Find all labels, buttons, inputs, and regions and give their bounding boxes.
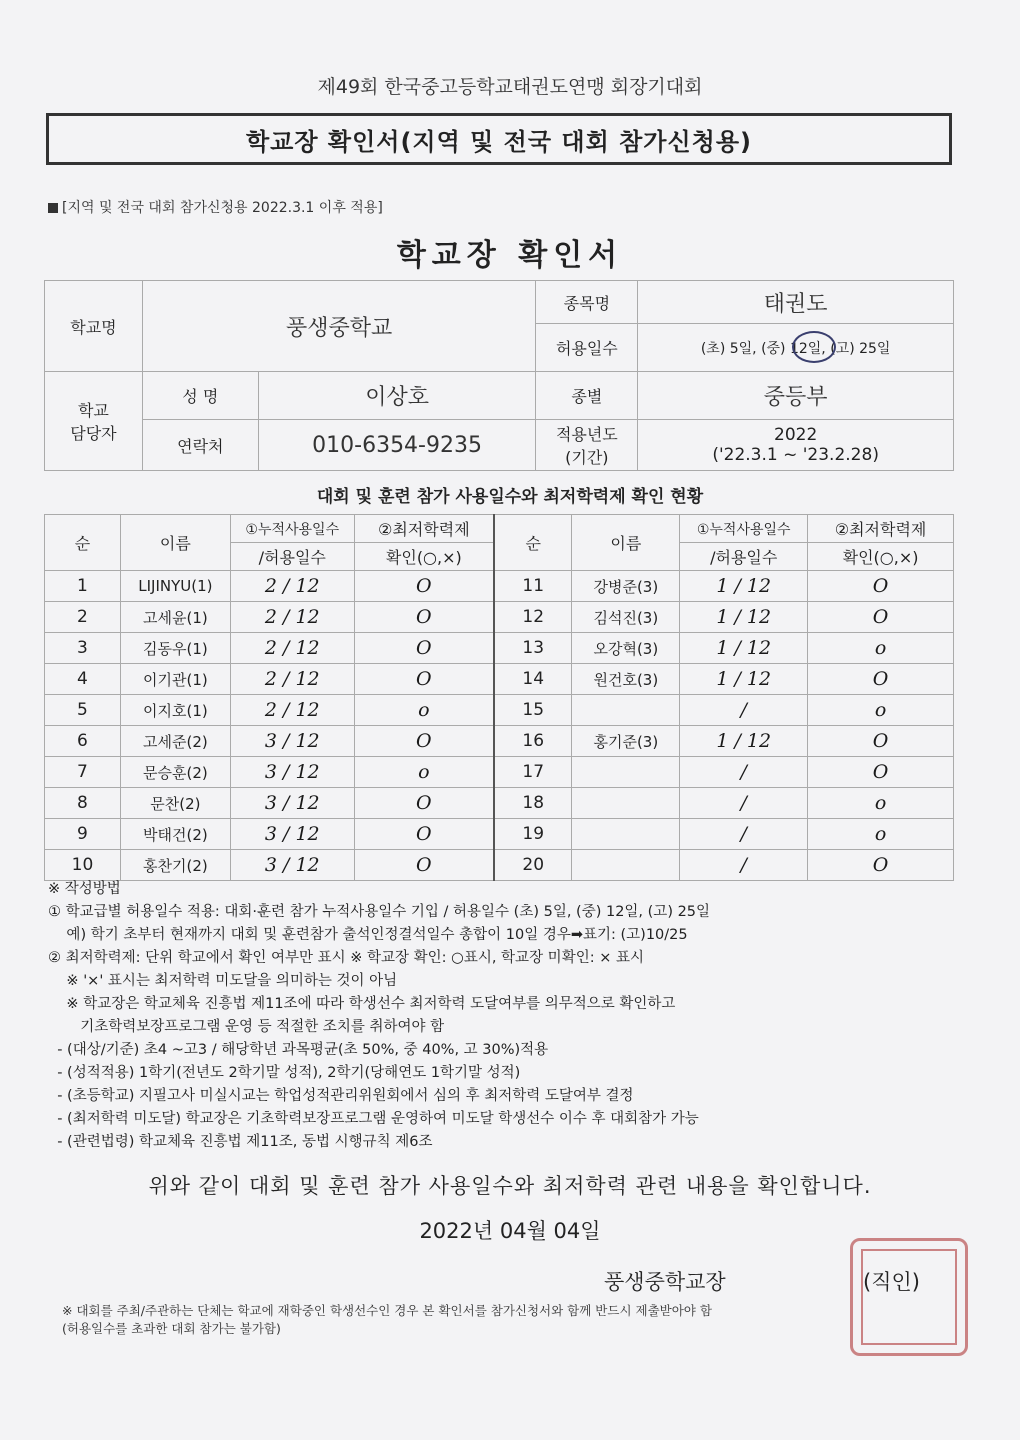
- notice-line: [48, 197, 383, 217]
- header-min-right: ②최저학력제: [808, 515, 954, 543]
- used-days: 2 / 12: [230, 571, 354, 602]
- min-grade-check: O: [354, 819, 494, 850]
- min-grade-check: O: [354, 664, 494, 695]
- row-number: 5: [45, 695, 121, 726]
- min-grade-check: O: [354, 602, 494, 633]
- student-name: LIJINYU(1): [120, 571, 230, 602]
- row-number: 4: [45, 664, 121, 695]
- document-title: 학교장 확인서: [396, 238, 624, 273]
- used-days: 3 / 12: [230, 788, 354, 819]
- table-row: [45, 695, 954, 726]
- days-label: 허용일수: [536, 324, 638, 372]
- student-name: 이기관(1): [120, 664, 230, 695]
- used-days: 2 / 12: [230, 695, 354, 726]
- table-row: [45, 788, 954, 819]
- student-name: 원건호(3): [572, 664, 680, 695]
- row-number: 17: [494, 757, 572, 788]
- division-label: 종별: [536, 372, 638, 420]
- header-min-left: ②최저학력제: [354, 515, 494, 543]
- row-number: 9: [45, 819, 121, 850]
- used-days: 1 / 12: [680, 571, 808, 602]
- student-name: 김동우(1): [120, 633, 230, 664]
- student-name: [572, 757, 680, 788]
- instruction-line: 기초학력보장프로그램 운영 등 적절한 조치를 취하여야 함: [48, 1019, 445, 1035]
- notice-text: [지역 및 전국 대회 참가신청용 2022.3.1 이후 적용]: [62, 200, 383, 216]
- used-days: 1 / 12: [680, 664, 808, 695]
- row-number: 16: [494, 726, 572, 757]
- used-days: 3 / 12: [230, 757, 354, 788]
- header-no-left: 순: [45, 515, 121, 571]
- days-value: (초) 5일, (중) 12일, (고) 25일: [638, 324, 954, 372]
- used-days: 1 / 12: [680, 602, 808, 633]
- sport-value: 태권도: [638, 281, 954, 324]
- participation-rows: [45, 571, 954, 881]
- student-name: 홍기준(3): [572, 726, 680, 757]
- min-grade-check: o: [808, 819, 954, 850]
- footer-note: [62, 1302, 962, 1338]
- table-row: [45, 633, 954, 664]
- instruction-line: ② 최저학력제: 단위 학교에서 확인 여부만 표시 ※ 학교장 확인: ○표시, 학교장 미확인: × 표시: [48, 950, 644, 966]
- contact-label: 연락처: [142, 420, 258, 471]
- table-row: [45, 850, 954, 881]
- header-min-left-2: 확인(○,×): [354, 543, 494, 571]
- used-days: 3 / 12: [230, 726, 354, 757]
- year-value: 2022 ('22.3.1 ~ '23.2.28): [638, 420, 954, 471]
- student-name: 고세윤(1): [120, 602, 230, 633]
- student-name: [572, 850, 680, 881]
- used-days: 1 / 12: [680, 726, 808, 757]
- student-name: 문찬(2): [120, 788, 230, 819]
- student-name: 박태건(2): [120, 819, 230, 850]
- min-grade-check: O: [808, 757, 954, 788]
- contact-value: 010-6354-9235: [258, 420, 536, 471]
- min-grade-check: O: [354, 633, 494, 664]
- event-name: 제49회 한국중고등학교태권도연맹 회장기대회: [317, 76, 703, 98]
- used-days: /: [680, 850, 808, 881]
- header-days-left: ①누적사용일수: [230, 515, 354, 543]
- row-number: 6: [45, 726, 121, 757]
- instructions: [48, 878, 978, 1154]
- division-value: 중등부: [638, 372, 954, 420]
- header-days-right: ①누적사용일수: [680, 515, 808, 543]
- row-number: 8: [45, 788, 121, 819]
- table-row: [45, 757, 954, 788]
- table-row: [45, 664, 954, 695]
- student-name: [572, 695, 680, 726]
- instruction-line: 예) 학기 초부터 현재까지 대회 및 훈련참가 출석인정결석일수 총합이 10일 경우➡표기: (고)10/25: [48, 927, 688, 943]
- table-row: [45, 819, 954, 850]
- header-name-right: 이름: [572, 515, 680, 571]
- instruction-line: - (대상/기준) 초4 ~고3 / 해당학년 과목평균(초 50%, 중 40%, 고 30%)적용: [48, 1042, 549, 1058]
- student-name: 김석진(3): [572, 602, 680, 633]
- row-number: 20: [494, 850, 572, 881]
- row-number: 12: [494, 602, 572, 633]
- used-days: /: [680, 788, 808, 819]
- principal-title: 풍생중학교장: [604, 1270, 726, 1294]
- min-grade-check: O: [808, 726, 954, 757]
- year-label: 적용년도 (기간): [536, 420, 638, 471]
- row-number: 19: [494, 819, 572, 850]
- instruction-line: - (초등학교) 지필고사 미실시교는 학업성적관리위원회에서 심의 후 최저학력 도달여부 결정: [48, 1088, 634, 1104]
- instruction-line: - (최저학력 미도달) 학교장은 기초학력보장프로그램 운영하여 미도달 학생선수 이수 후 대회참가 가능: [48, 1111, 699, 1127]
- info-table: [44, 280, 954, 471]
- min-grade-check: O: [354, 726, 494, 757]
- section-title: 대회 및 훈련 참가 사용일수와 최저학력제 확인 현황: [316, 487, 704, 507]
- min-grade-check: o: [354, 695, 494, 726]
- form-title-box: [46, 113, 952, 165]
- header-days-left-2: /허용일수: [230, 543, 354, 571]
- row-number: 13: [494, 633, 572, 664]
- min-grade-check: o: [808, 788, 954, 819]
- used-days: 3 / 12: [230, 850, 354, 881]
- row-number: 7: [45, 757, 121, 788]
- row-number: 2: [45, 602, 121, 633]
- square-bullet-icon: [48, 203, 58, 213]
- min-grade-check: O: [808, 571, 954, 602]
- sport-label: 종목명: [536, 281, 638, 324]
- form-title: 학교장 확인서(지역 및 전국 대회 참가신청용): [245, 127, 753, 156]
- instruction-line: - (성적적용) 1학기(전년도 2학기말 성적), 2학기(당해연도 1학기말 성적): [48, 1065, 521, 1081]
- used-days: /: [680, 819, 808, 850]
- instruction-line: ※ 학교장은 학교체육 진흥법 제11조에 따라 학생선수 최저학력 도달여부를 의무적으로 확인하고: [48, 996, 676, 1012]
- student-name: 고세준(2): [120, 726, 230, 757]
- min-grade-check: o: [808, 695, 954, 726]
- min-grade-check: o: [354, 757, 494, 788]
- student-name: [572, 819, 680, 850]
- min-grade-check: O: [808, 664, 954, 695]
- used-days: /: [680, 757, 808, 788]
- participation-table: [44, 514, 954, 881]
- row-number: 10: [45, 850, 121, 881]
- header-min-right-2: 확인(○,×): [808, 543, 954, 571]
- footer-line: (허용일수를 초과한 대회 참가는 불가함): [62, 1321, 281, 1336]
- min-grade-check: O: [808, 602, 954, 633]
- row-number: 14: [494, 664, 572, 695]
- school-value: 풍생중학교: [142, 281, 536, 372]
- row-number: 15: [494, 695, 572, 726]
- confirm-statement: 위와 같이 대회 및 훈련 참가 사용일수와 최저학력 관련 내용을 확인합니다.: [148, 1174, 872, 1198]
- instruction-line: ※ 작성방법: [48, 881, 121, 897]
- min-grade-check: o: [808, 633, 954, 664]
- student-name: 홍찬기(2): [120, 850, 230, 881]
- min-grade-check: O: [354, 571, 494, 602]
- table-row: [45, 602, 954, 633]
- official-seal-stamp: [850, 1238, 968, 1356]
- row-number: 18: [494, 788, 572, 819]
- header-name-left: 이름: [120, 515, 230, 571]
- table-row: [45, 726, 954, 757]
- used-days: 2 / 12: [230, 664, 354, 695]
- min-grade-check: O: [808, 850, 954, 881]
- footer-line: ※ 대회를 주최/주관하는 단체는 학교에 재학중인 학생선수인 경우 본 확인서를 참가신청서와 함께 반드시 제출받아야 함: [62, 1303, 712, 1318]
- name-label: 성 명: [142, 372, 258, 420]
- min-grade-check: O: [354, 788, 494, 819]
- student-name: [572, 788, 680, 819]
- school-label: 학교명: [45, 281, 143, 372]
- instruction-line: ① 학교급별 허용일수 적용: 대회·훈련 참가 누적사용일수 기입 / 허용일수 (초) 5일, (중) 12일, (고) 25일: [48, 904, 711, 920]
- instruction-line: - (관련법령) 학교체육 진흥법 제11조, 동법 시행규칙 제6조: [48, 1134, 433, 1150]
- student-name: 문승훈(2): [120, 757, 230, 788]
- used-days: 2 / 12: [230, 602, 354, 633]
- manager-label: 학교 담당자: [45, 372, 143, 471]
- student-name: 오강혁(3): [572, 633, 680, 664]
- student-name: 이지호(1): [120, 695, 230, 726]
- seal-label: (직인): [863, 1270, 920, 1294]
- instruction-line: ※ '×' 표시는 최저학력 미도달을 의미하는 것이 아님: [48, 973, 398, 989]
- used-days: 1 / 12: [680, 633, 808, 664]
- student-name: 강병준(3): [572, 571, 680, 602]
- row-number: 3: [45, 633, 121, 664]
- header-days-right-2: /허용일수: [680, 543, 808, 571]
- row-number: 1: [45, 571, 121, 602]
- name-value: 이상호: [258, 372, 536, 420]
- table-row: [45, 571, 954, 602]
- header-no-right: 순: [494, 515, 572, 571]
- issue-date: 2022년 04월 04일: [419, 1219, 601, 1243]
- min-grade-check: O: [354, 850, 494, 881]
- used-days: 2 / 12: [230, 633, 354, 664]
- handwritten-circle-mark: [792, 331, 836, 363]
- used-days: 3 / 12: [230, 819, 354, 850]
- row-number: 11: [494, 571, 572, 602]
- used-days: /: [680, 695, 808, 726]
